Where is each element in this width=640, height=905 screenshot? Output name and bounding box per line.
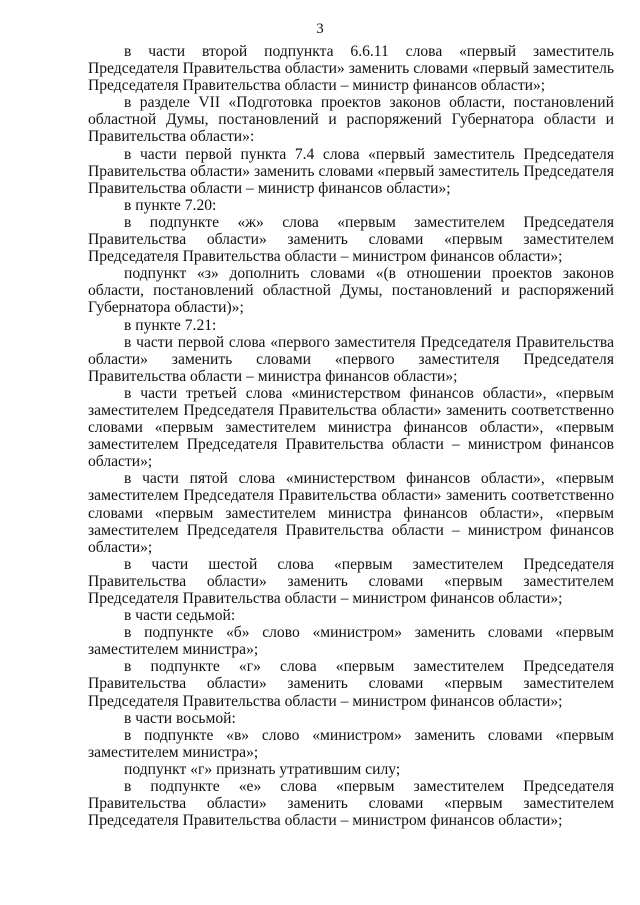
paragraph-5: в подпункте «ж» слова «первым заместителем Председателя Правительства области» заменить словами «первым заместителем Председателя Правительства области – министром финансов области»; — [88, 213, 614, 266]
paragraph-13: в подпункте «б» слово «министром» заменить словами «первым заместителем министра»; — [88, 624, 614, 659]
paragraph-18: в подпункте «е» слова «первым заместителем Председателя Правительства области» заменить словами «первым заместителем Председателя Правительства области – министром финансов области»; — [88, 778, 614, 830]
paragraph-9: в части третьей слова «министерством финансов области», «первым заместителем Председателя Правительства области» заменить соответственно словами «первым заместителем министра финансов области», «первым заместителем Председателя Правительства области – министром финансов области»; — [88, 384, 614, 471]
paragraph-4: в пункте 7.20: — [124, 196, 217, 214]
paragraph-12: в части седьмой: — [124, 607, 236, 625]
paragraph-1: в части второй подпункта 6.6.11 слова «первый заместитель Председателя Правительства области» заменить словами «первый заместитель Председателя Правительства области – министр финансов области»; — [88, 43, 614, 95]
paragraph-3: в части первой пункта 7.4 слова «первый заместитель Председателя Правительства области» заменить словами «первый заместитель Председателя Правительства области – министр финансов области»; — [88, 145, 614, 197]
document-body — [88, 43, 614, 829]
paragraph-8: в части первой слова «первого заместителя Председателя Правительства области» заменить словами «первого заместителя Председателя Правительства области – министра финансов области»; — [88, 333, 614, 385]
paragraph-7: в пункте 7.21: — [124, 316, 217, 334]
page-number: 3 — [316, 21, 324, 37]
paragraph-16: в подпункте «в» слово «министром» заменить словами «первым заместителем министра»; — [88, 726, 614, 761]
paragraph-2: в разделе VII «Подготовка проектов законов области, постановлений областной Думы, постановлений и распоряжений Губернатора области и Правительства области»: — [88, 94, 614, 146]
paragraph-15: в части восьмой: — [124, 709, 236, 727]
paragraph-17: подпункт «г» признать утратившим силу; — [124, 760, 401, 778]
paragraph-11: в части шестой слова «первым заместителем Председателя Правительства области» заменить словами «первым заместителем Председателя Правительства области – министром финансов области»; — [88, 555, 614, 607]
paragraph-6: подпункт «з» дополнить словами «(в отношении проектов законов области, постановлений областной Думы, постановлений и распоряжений Губернатора области)»; — [88, 265, 614, 317]
paragraph-14: в подпункте «г» слова «первым заместителем Председателя Правительства области» заменить словами «первым заместителем Председателя Правительства области – министром финансов области»; — [88, 658, 614, 710]
paragraph-10: в части пятой слова «министерством финансов области», «первым заместителем Председателя Правительства области» заменить соответственно словами «первым заместителем министра финансов области», «первым заместителем Председателя Правительства области – министром финансов области»; — [88, 470, 614, 556]
